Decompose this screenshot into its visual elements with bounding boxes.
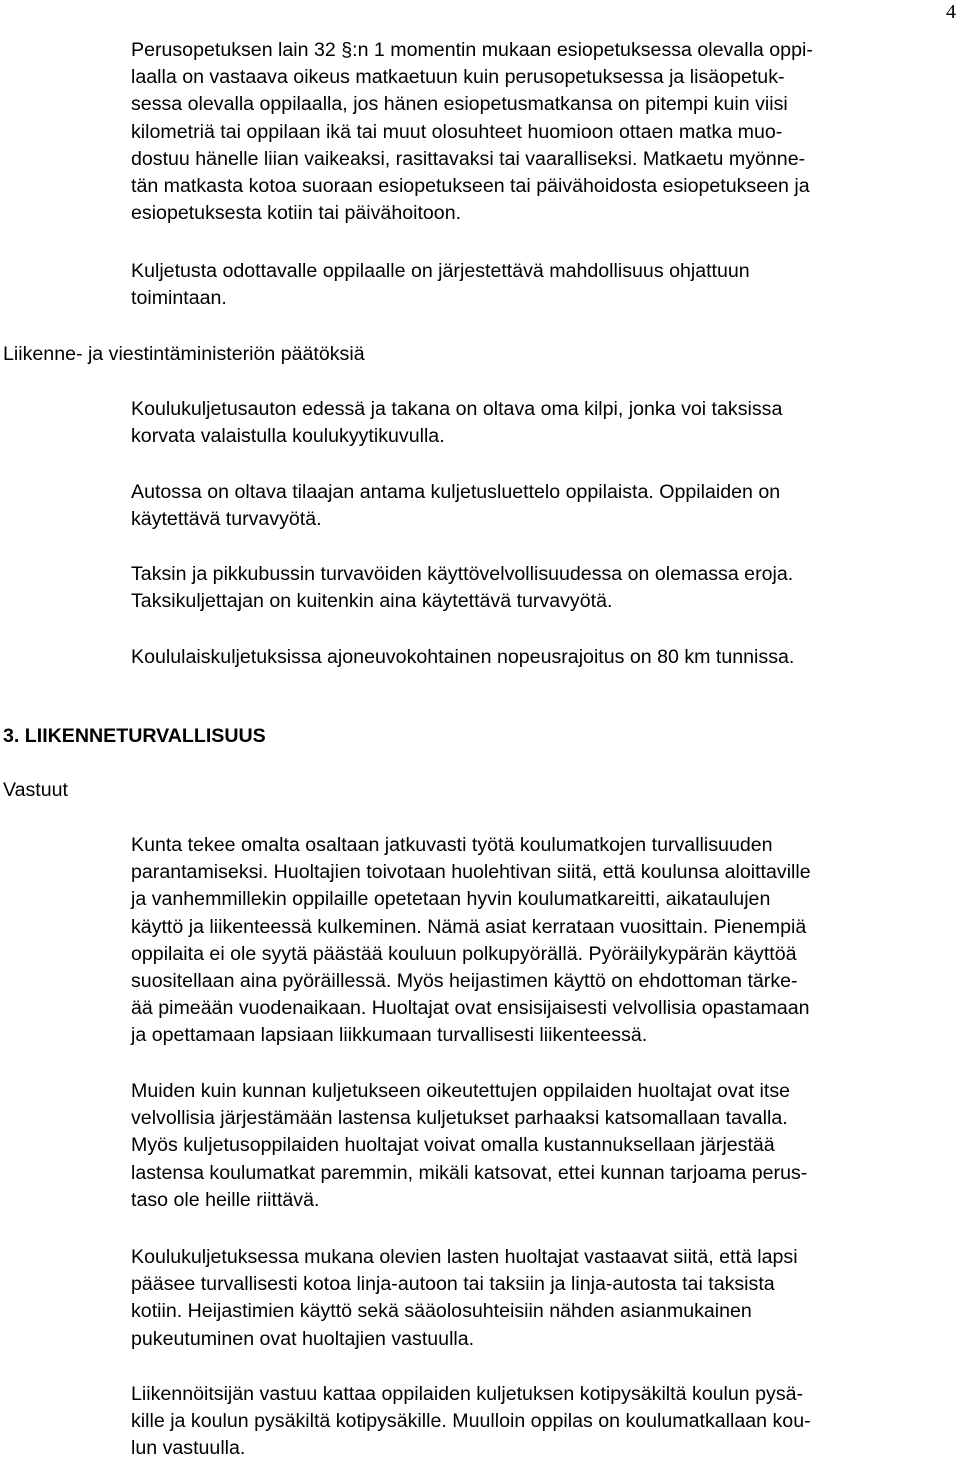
paragraph-speed-limit: Koululaiskuljetuksissa ajoneuvokohtainen nopeusrajoitus on 80 km tunnissa. <box>131 646 795 668</box>
paragraph-municipality-safety-work: Kunta tekee omalta osaltaan jatkuvasti työtä koulumatkojen turvallisuuden parantamiseksi. Huoltajien toivotaan huolehtivan siitä, että koulunsa aloittaville ja vanhemmillekin oppilaille opetetaan hyvin koulumatkareitti, aikataulujen käyttö ja liikenteessä kulkeminen. Nämä asiat kerrataan vuosittain. Pienempiä oppilaita ei ole syytä päästää kouluun polkupyörällä. Pyöräilykypärän käyttöä suositellaan aina pyöräillessä. Myös heijastimen käyttö on ehdottoman tärke- ää pimeään vuodenaikaan. Huoltajat ovat ensisijaisesti velvollisia opastamaan ja opettamaan lapsiaan liikkumaan turvallisesti liikenteessä. <box>131 834 811 1047</box>
paragraph-guardians-own-transport: Muiden kuin kunnan kuljetukseen oikeutettujen oppilaiden huoltajat ovat itse velvollisia järjestämään lastensa kuljetukset parhaaksi katsomallaan tavalla. Myös kuljetusoppilaiden huoltajat voivat omalla kustannuksellaan järjestää lastensa koulumatkat paremmin, mikäli katsovat, ettei kunnan tarjoama perus- taso ole heille riittävä. <box>131 1080 808 1211</box>
paragraph-guardians-bus-stop: Koulukuljetuksessa mukana olevien lasten huoltajat vastaavat siitä, että lapsi pääsee turvallisesti kotoa linja-autoon tai taksiin ja linja-autosta tai taksista kotiin. Heijastimien käyttö sekä sääolosuhteisiin nähden asianmukainen pukeutuminen ovat huoltajien vastuulla. <box>131 1246 798 1350</box>
paragraph-passenger-list: Autossa on oltava tilaajan antama kuljetusluettelo oppilaista. Oppilaiden on käytettävä turvavyötä. <box>131 481 781 531</box>
paragraph-preschool-travel-benefit: Perusopetuksen lain 32 §:n 1 momentin mukaan esiopetuksessa olevalla oppi- laalla on vastaava oikeus matkaetuun kuin perusopetuksessa ja lisäopetuk- sessa olevalla oppilaalla, jos hänen esiopetusmatkansa on pitempi kuin viisi kilometriä tai oppilaan ikä tai muut olosuhteet huomioon ottaen matka muo- dostuu hänelle liian vaikeaksi, rasittavaksi tai vaaralliseksi. Matkaetu myönne- tän matkasta kotoa suoraan esiopetukseen tai päivähoidosta esiopetukseen ja esiopetuksesta kotiin tai päivähoitoon. <box>131 39 813 225</box>
section-heading-traffic-safety: 3. LIIKENNETURVALLISUUS <box>3 725 266 747</box>
page-number: 4 <box>946 1 956 23</box>
paragraph-supervised-waiting: Kuljetusta odottavalle oppilaalle on järjestettävä mahdollisuus ohjattuun toimintaan. <box>131 260 750 310</box>
paragraph-seatbelt-differences: Taksin ja pikkubussin turvavöiden käyttövelvollisuudessa on olemassa eroja. Taksikuljettajan on kuitenkin aina käytettävä turvavyötä. <box>131 563 794 613</box>
paragraph-school-bus-sign: Koulukuljetusauton edessä ja takana on oltava oma kilpi, jonka voi taksissa korvata valaistulla koulukyytikuvulla. <box>131 398 783 448</box>
paragraph-operator-responsibility: Liikennöitsijän vastuu kattaa oppilaiden kuljetuksen kotipysäkiltä koulun pysä- kille ja koulun pysäkiltä kotipysäkille. Muulloin oppilas on koulumatkallaan kou- lun vastuulla. <box>131 1383 811 1460</box>
responsibilities-heading: Vastuut <box>3 779 68 801</box>
ministry-decisions-heading: Liikenne- ja viestintäministeriön päätöksiä <box>3 343 365 365</box>
